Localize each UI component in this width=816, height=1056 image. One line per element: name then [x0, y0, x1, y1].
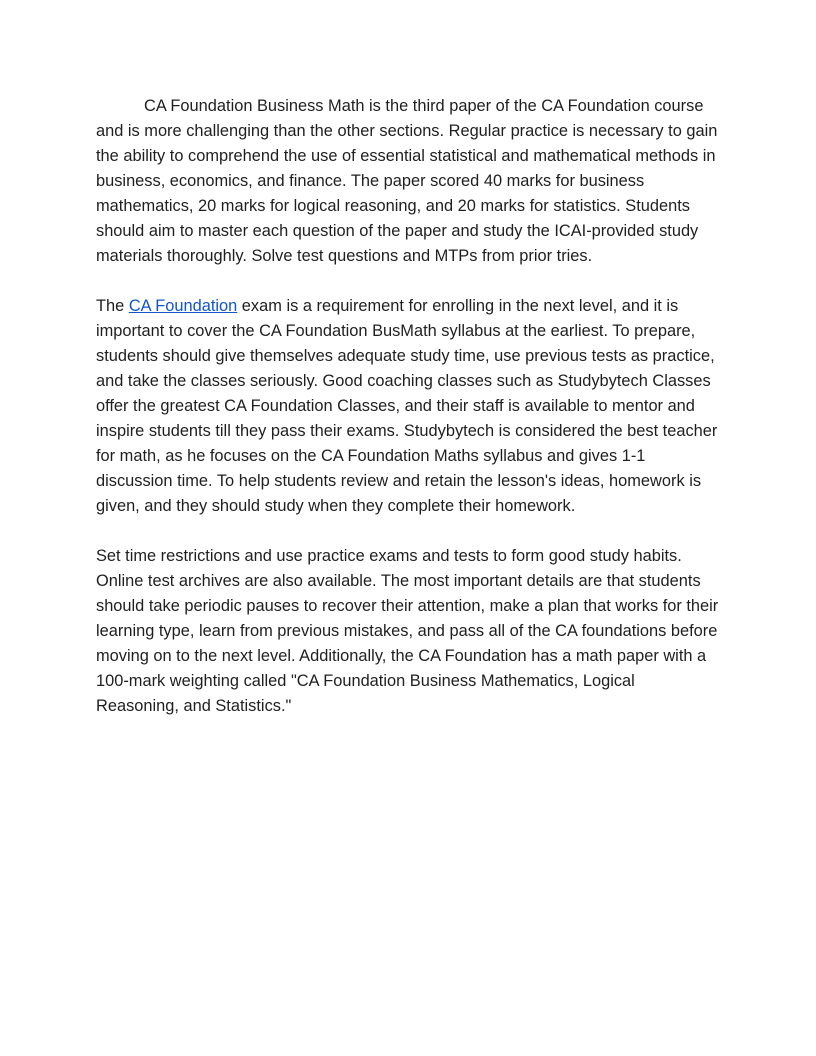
paragraph-3: Set time restrictions and use practice exams and tests to form good study habits. Online test archives are also available. The most important details are that students should take periodic pauses to recover their attention, make a plan that works for their learning type, learn from previous mistakes, and pass all of the CA foundations before moving on to the next level. Additionally, the CA Foundation has a math paper with a 100-mark weighting called "CA Foundation Business Mathematics, Logical Reasoning, and Statistics." [96, 547, 719, 715]
ca-foundation-link[interactable]: CA Foundation [128, 297, 238, 315]
paragraph-1: CA Foundation Business Math is the third paper of the CA Foundation course and is more challenging than the other sections. Regular practice is necessary to gain the ability to comprehend the use of essential statistical and mathematical methods in business, economics, and finance. The paper scored 40 marks for business mathematics, 20 marks for logical reasoning, and 20 marks for statistics. Students should aim to master each question of the paper and study the ICAI-provided study materials thoroughly. Solve test questions and MTPs from prior tries. [96, 97, 718, 265]
document-body [96, 94, 722, 744]
paragraph-2-lead-text: The [96, 297, 129, 315]
paragraph-2-body-text: exam is a requirement for enrolling in the next level, and it is important to cover the CA Foundation BusMath syllabus at the earliest. To prepare, students should give themselves adequate study time, use previous tests as practice, and take the classes seriously. Good coaching classes such as Studybytech Classes offer the greatest CA Foundation Classes, and their staff is available to mentor and inspire students till they pass their exams. Studybytech is considered the best teacher for math, as he focuses on the CA Foundation Maths syllabus and gives 1-1 discussion time. To help students review and retain the lesson's ideas, homework is given, and they should study when they complete their homework. [96, 297, 718, 515]
paragraph-2 [96, 294, 722, 519]
